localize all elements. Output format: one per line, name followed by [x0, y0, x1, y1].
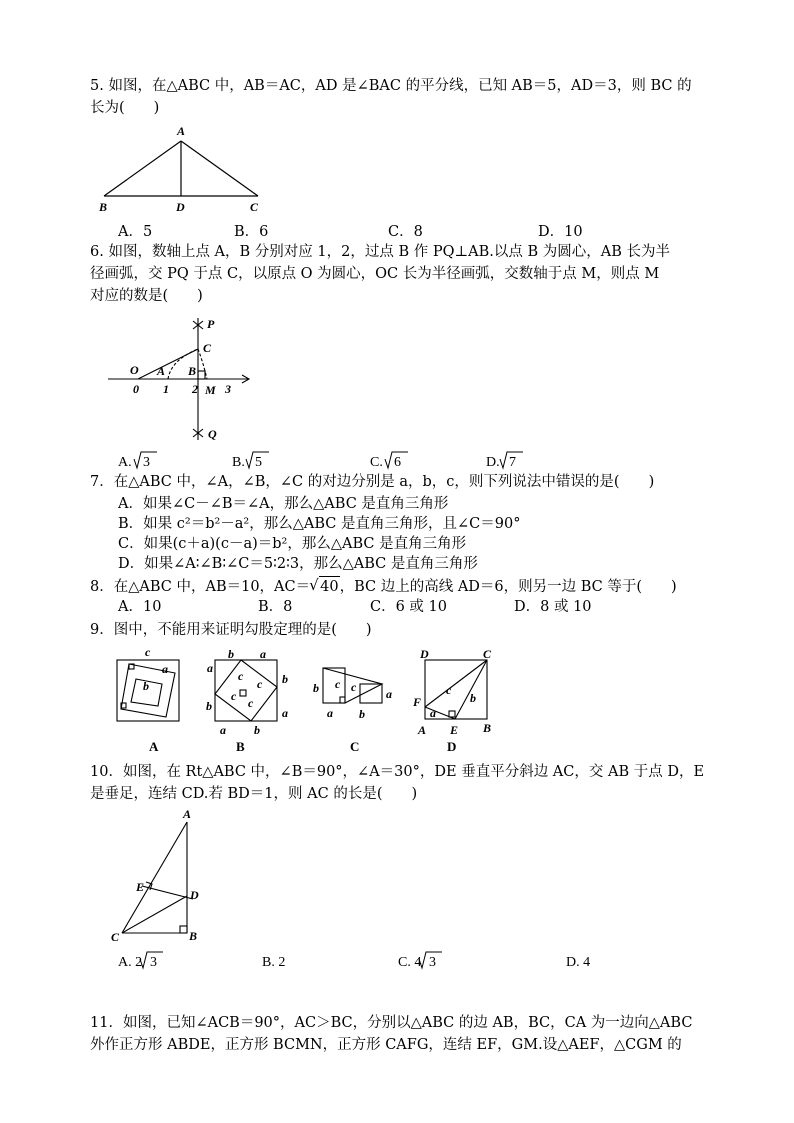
- q9-b-label-a-bottom: a: [220, 723, 226, 737]
- q8-stem-pre: 8．在△ABC 中，AB＝10，AC＝: [90, 579, 311, 595]
- q5-option-b[interactable]: B．6: [234, 224, 269, 240]
- q10-option-c[interactable]: [398, 952, 442, 970]
- q6-stem-line1: 6. 如图，数轴上点 A，B 分别对应 1，2，过点 B 作 PQ⊥AB.以点 B 为圆心，AB 长为半: [90, 244, 670, 260]
- q8-radicand: 40: [320, 579, 339, 595]
- q9-c-label-a-bottom: a: [327, 706, 333, 720]
- svg-text:3: 3: [429, 955, 436, 970]
- q5-label-b: B: [99, 200, 108, 214]
- q5-option-d[interactable]: D．10: [538, 224, 583, 240]
- q6-label-b: B: [188, 364, 197, 378]
- q9-c-label-a-right: a: [386, 687, 392, 701]
- q6-tick-label-1: 1: [163, 382, 169, 396]
- q9-a-label-b: b: [143, 679, 149, 693]
- q7-option-b[interactable]: B．如果 c²＝b²－a²，那么△ABC 是直角三角形，且∠C＝90°: [118, 516, 521, 532]
- q6-label-q: Q: [208, 427, 217, 441]
- q6-tick-label-3: 3: [225, 382, 231, 396]
- q9-caption-c: C: [350, 739, 360, 754]
- svg-text:A.: A.: [118, 455, 132, 470]
- svg-text:C.: C.: [370, 455, 383, 470]
- svg-text:5: 5: [255, 455, 262, 470]
- q10-option-b[interactable]: [262, 955, 285, 970]
- q8-option-c[interactable]: C．6 或 10: [370, 599, 447, 615]
- q11-stem-line1: 11．如图，已知∠ACB＝90°，AC＞BC，分别以△ABC 的边 AB，BC，CA 为一边向△ABC: [90, 1015, 693, 1031]
- q9-c-label-b-left: b: [313, 681, 319, 695]
- q9-d-label-f: F: [413, 695, 422, 709]
- q11-stem-line2: 外作正方形 ABDE，正方形 BCMN，正方形 CAFG，连结 EF，GM.设△AEF，△CGM 的: [90, 1037, 682, 1053]
- q9-stem: 9．图中，不能用来证明勾股定理的是( ): [90, 622, 372, 638]
- q9-b-label-c1: c: [238, 669, 244, 683]
- svg-text:7: 7: [509, 455, 516, 470]
- q6-tick-label-0: 0: [133, 382, 139, 396]
- q7-option-a[interactable]: A．如果∠C－∠B＝∠A，那么△ABC 是直角三角形: [118, 496, 449, 512]
- q9-d-label-b-lower: b: [470, 691, 476, 705]
- q9-d-label-c: C: [483, 647, 492, 661]
- q10-right-angle-b: [180, 926, 187, 933]
- q7-option-d[interactable]: D．如果∠A∶∠B∶∠C＝5∶2∶3，那么△ABC 是直角三角形: [118, 556, 478, 572]
- q9-b-label-c4: c: [248, 696, 254, 710]
- q6-label-c: C: [203, 341, 212, 355]
- q6-label-a: A: [157, 364, 166, 378]
- q9-d-label-d: D: [420, 647, 429, 661]
- q9-b-label-c3: c: [231, 689, 237, 703]
- q10-label-b: B: [189, 929, 198, 943]
- q9-b-label-c2: c: [257, 677, 263, 691]
- q9-c-label-b-bottom: b: [359, 707, 365, 721]
- svg-text:6: 6: [394, 455, 401, 470]
- q5-label-c: C: [250, 200, 259, 214]
- q9-b-label-a-right: a: [282, 706, 288, 720]
- q6-label-p: P: [207, 317, 215, 331]
- q9-b-label-a-left: a: [207, 661, 213, 675]
- svg-text:D.: D.: [486, 455, 500, 470]
- q9-d-label-b: B: [483, 721, 492, 735]
- q6-label-o: O: [130, 363, 139, 377]
- svg-text:D. 4: D. 4: [566, 955, 591, 970]
- q10-option-a[interactable]: [118, 952, 163, 970]
- q10-option-d[interactable]: [566, 955, 590, 970]
- q9-b-label-b-bottom: b: [254, 723, 260, 737]
- q10-label-d: D: [190, 888, 199, 902]
- q5-option-a[interactable]: A．5: [118, 224, 153, 240]
- q9-caption-b: B: [236, 739, 245, 754]
- q9-c-label-c2: c: [351, 680, 357, 694]
- q9-b-label-a-top: a: [260, 647, 266, 661]
- q9-d-label-c-lower: c: [446, 683, 452, 697]
- q10-stem-line1: 10．如图，在 Rt△ABC 中，∠B＝90°，∠A＝30°，DE 垂直平分斜边 AC，交 AB 于点 D，E: [90, 764, 705, 780]
- q9-b-label-b-left: b: [206, 699, 212, 713]
- q9-d-label-a-lower: a: [430, 706, 436, 720]
- q9-caption-d: D: [447, 739, 457, 754]
- q6-stem-line3: 对应的数是( ): [90, 288, 203, 304]
- svg-text:B. 2: B. 2: [262, 955, 286, 970]
- q5-stem-line2: 长为( ): [90, 100, 160, 116]
- svg-text:B.: B.: [232, 455, 245, 470]
- q6-tick-label-2: 2: [192, 382, 198, 396]
- q10-stem-line2: 是垂足，连结 CD.若 BD＝1，则 AC 的长是( ): [90, 786, 418, 802]
- q5-label-a: A: [177, 124, 186, 138]
- q8-sqrt-sign: √: [309, 576, 319, 594]
- q7-option-c[interactable]: C．如果(c＋a)(c－a)＝b²，那么△ABC 是直角三角形: [118, 536, 467, 552]
- q8-option-a[interactable]: A．10: [118, 599, 162, 615]
- svg-text:C. 4: C. 4: [398, 955, 422, 970]
- q7-stem: 7．在△ABC 中，∠A，∠B，∠C 的对边分别是 a，b，c，则下列说法中错误的是( ): [90, 474, 655, 490]
- svg-text:3: 3: [150, 955, 157, 970]
- q9-a-label-c: c: [145, 645, 151, 659]
- q8-stem-post: ，BC 边上的高线 AD＝6，则另一边 BC 等于( ): [339, 579, 677, 595]
- svg-text:3: 3: [143, 455, 150, 470]
- q9-b-label-b-right: b: [282, 672, 288, 686]
- q5-option-c[interactable]: C．8: [388, 224, 423, 240]
- q10-label-c: C: [111, 930, 120, 944]
- q5-label-d: D: [176, 200, 185, 214]
- q9-b-label-b-top: b: [228, 647, 234, 661]
- q9-c-label-c1: c: [335, 677, 341, 691]
- q6-stem-line2: 径画弧，交 PQ 于点 C，以原点 O 为圆心，OC 长为半径画弧，交数轴于点 M，则点 M: [90, 266, 660, 282]
- q9-d-label-e: E: [450, 723, 459, 737]
- q9-d-label-a: A: [418, 723, 427, 737]
- q6-label-m: M: [205, 383, 216, 397]
- svg-text:A. 2: A. 2: [118, 955, 143, 970]
- q10-segment-ac: [122, 822, 187, 933]
- q9-caption-a: A: [149, 739, 159, 754]
- q8-option-d[interactable]: D．8 或 10: [514, 599, 592, 615]
- q5-stem-line1: 5. 如图，在△ABC 中，AB＝AC，AD 是∠BAC 的平分线，已知 AB＝5，AD＝3，则 BC 的: [90, 78, 692, 94]
- q9-a-label-a: a: [162, 662, 168, 676]
- q10-label-a: A: [183, 807, 192, 821]
- q8-option-b[interactable]: B．8: [258, 599, 293, 615]
- q10-segment-cd: [122, 896, 187, 933]
- q10-label-e: E: [136, 880, 145, 894]
